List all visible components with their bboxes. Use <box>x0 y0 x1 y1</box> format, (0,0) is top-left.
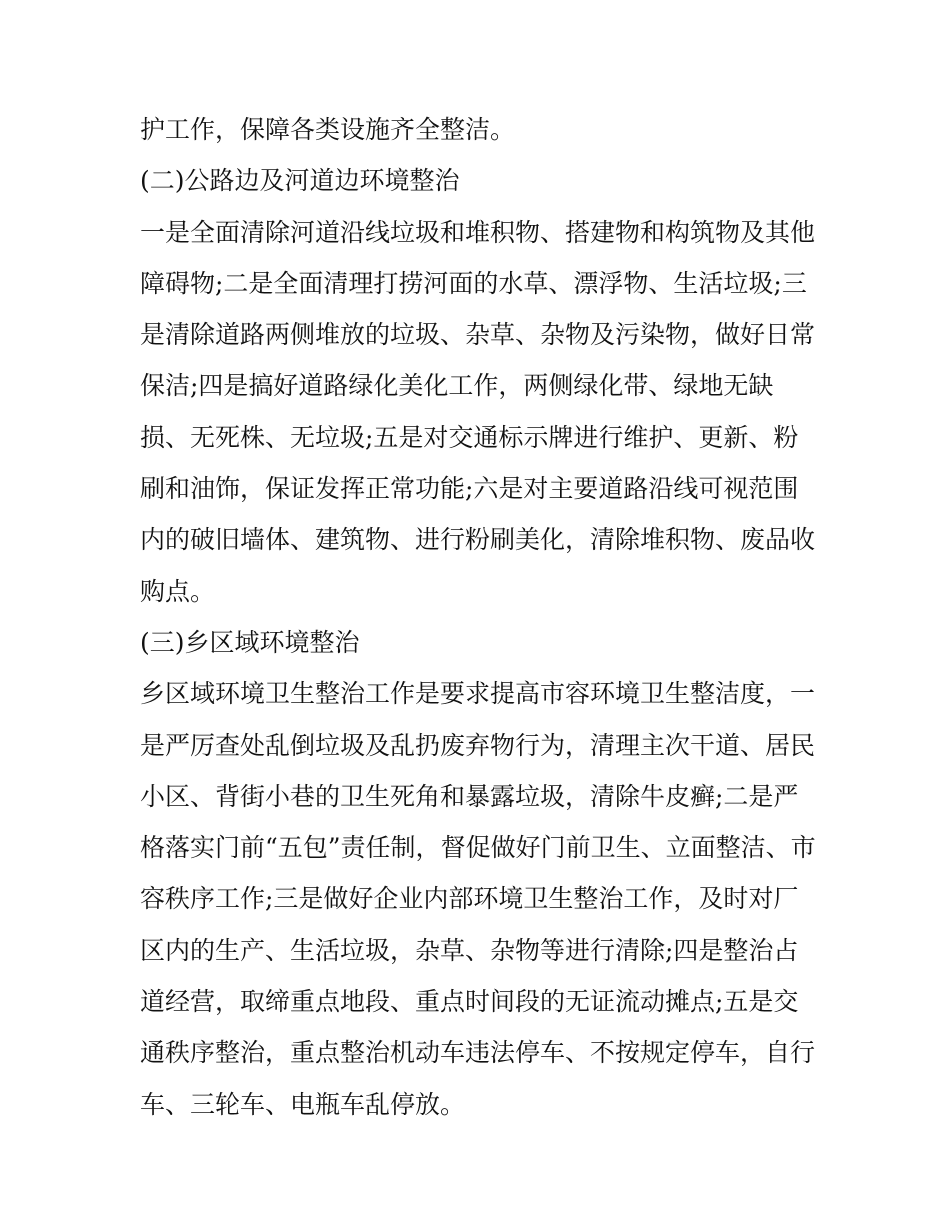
section-heading: (三)乡区域环境整治 <box>140 627 360 657</box>
text-line: 障碍物;二是全面清理打捞河面的水草、漂浮物、生活垃圾;三 <box>140 268 807 298</box>
text-line: 是清除道路两侧堆放的垃圾、杂草、杂物及污染物，做好日常 <box>140 320 816 350</box>
text-line: 护工作，保障各类设施齐全整洁。 <box>140 115 516 144</box>
text-line: 格落实门前“五包”责任制，督促做好门前卫生、立面整洁、市 <box>140 833 816 863</box>
text-line: 通秩序整治，重点整治机动车违法停车、不按规定停车，自行 <box>140 1038 816 1068</box>
section-heading: (二)公路边及河道边环境整治 <box>140 166 460 196</box>
text-line: 购点。 <box>140 576 216 606</box>
text-line: 小区、背街小巷的卫生死角和暴露垃圾，清除牛皮癣;二是严 <box>140 781 799 811</box>
text-line: 是严厉查处乱倒垃圾及乱扔废弃物行为，清理主次干道、居民 <box>140 730 816 760</box>
document-body <box>140 104 820 1130</box>
text-line: 保洁;四是搞好道路绿化美化工作，两侧绿化带、绿地无缺 <box>140 371 774 401</box>
text-line: 刷和油饰，保证发挥正常功能;六是对主要道路沿线可视范围 <box>140 474 799 504</box>
text-line: 道经营，取缔重点地段、重点时间段的无证流动摊点;五是交 <box>140 987 799 1017</box>
text-line: 乡区域环境卫生整治工作是要求提高市容环境卫生整洁度，一 <box>140 679 816 709</box>
text-line: 容秩序工作;三是做好企业内部环境卫生整治工作，及时对厂 <box>140 884 799 914</box>
text-line: 车、三轮车、电瓶车乱停放。 <box>140 1089 466 1119</box>
text-line: 一是全面清除河道沿线垃圾和堆积物、搭建物和构筑物及其他 <box>140 217 816 247</box>
text-line: 损、无死株、无垃圾;五是对交通标示牌进行维护、更新、粉 <box>140 422 799 452</box>
text-line: 区内的生产、生活垃圾，杂草、杂物等进行清除;四是整治占 <box>140 935 799 965</box>
text-line: 内的破旧墙体、建筑物、进行粉刷美化，清除堆积物、废品收 <box>140 525 816 555</box>
